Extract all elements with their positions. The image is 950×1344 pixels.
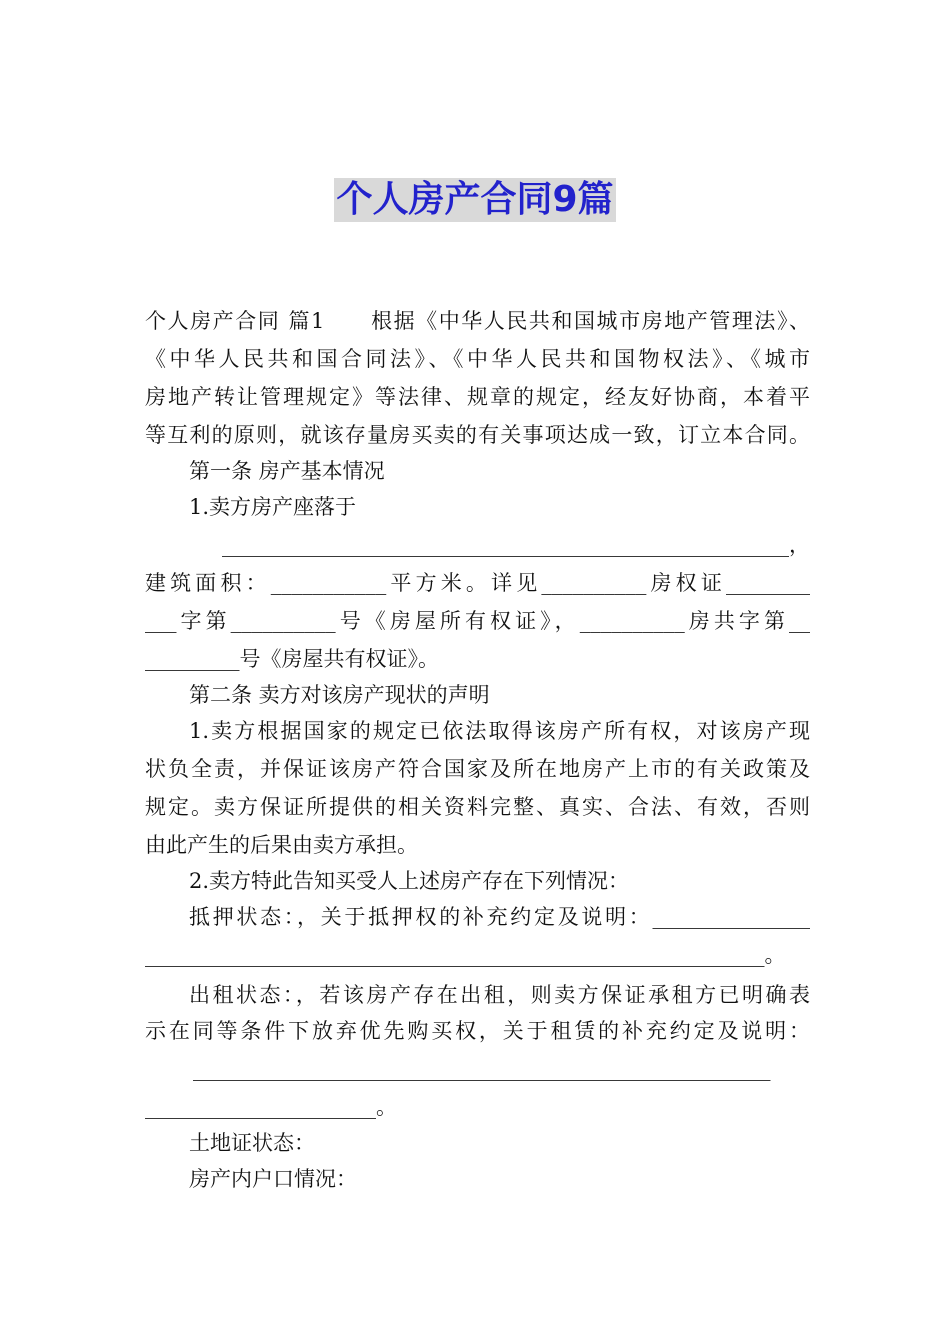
paragraph-line: 2.卖方特此告知买受人上述房产存在下列情况： (189, 869, 630, 893)
paragraph-line: 示在同等条件下放弃优先购买权，关于租赁的补充约定及说明： (145, 1019, 810, 1043)
paragraph-line: 规定。卖方保证所提供的相关资料完整、真实、合法、有效，否则 (145, 795, 810, 819)
paragraph-line: 个人房产合同 篇1 根据《中华人民共和国城市房地产管理法》、 (145, 309, 810, 333)
fill-blank-line: ___________________________________________________________。 (145, 943, 786, 967)
title-text: 个人房产合同9篇 (336, 179, 614, 220)
paragraph-line: 1.卖方根据国家的规定已依法取得该房产所有权，对该房产现 (189, 719, 810, 743)
section-heading-2: 第二条 卖方对该房产现状的声明 (189, 683, 490, 707)
fill-blank-line: _______________________________________________________ (193, 1057, 771, 1081)
paragraph-line: 出租状态：，若该房产存在出租，则卖方保证承租方已明确表 (189, 983, 810, 1007)
paragraph-line: 土地证状态： (189, 1131, 315, 1155)
paragraph-line: 房产内户口情况： (189, 1167, 357, 1191)
paragraph-line: 等互利的原则，就该存量房买卖的有关事项达成一致，订立本合同。 (145, 423, 810, 447)
paragraph-line: 《中华人民共和国合同法》、《中华人民共和国物权法》、《城市 (145, 347, 810, 371)
fill-blank-line: ______________________________________________________， (222, 533, 810, 557)
section-heading-1: 第一条 房产基本情况 (189, 459, 385, 483)
paragraph-line: _________号《房屋共有权证》。 (145, 647, 439, 671)
paragraph-line: 抵押状态：，关于抵押权的补充约定及说明：_______________ (189, 905, 810, 929)
paragraph-line: 由此产生的后果由卖方承担。 (145, 833, 418, 857)
paragraph-line: 房地产转让管理规定》等法律、规章的规定，经友好协商，本着平 (145, 385, 810, 409)
fill-blank-line: ______________________。 (145, 1095, 397, 1119)
paragraph-line: 状负全责，并保证该房产符合国家及所在地房产上市的有关政策及 (145, 757, 810, 781)
paragraph-line: 1.卖方房产座落于 (189, 495, 357, 519)
paragraph-line: 建筑面积：___________平方米。详见__________房权证________ (145, 571, 810, 595)
document-title (0, 178, 950, 222)
paragraph-line: ___字第__________号《房屋所有权证》，__________房共字第__ (145, 609, 810, 633)
